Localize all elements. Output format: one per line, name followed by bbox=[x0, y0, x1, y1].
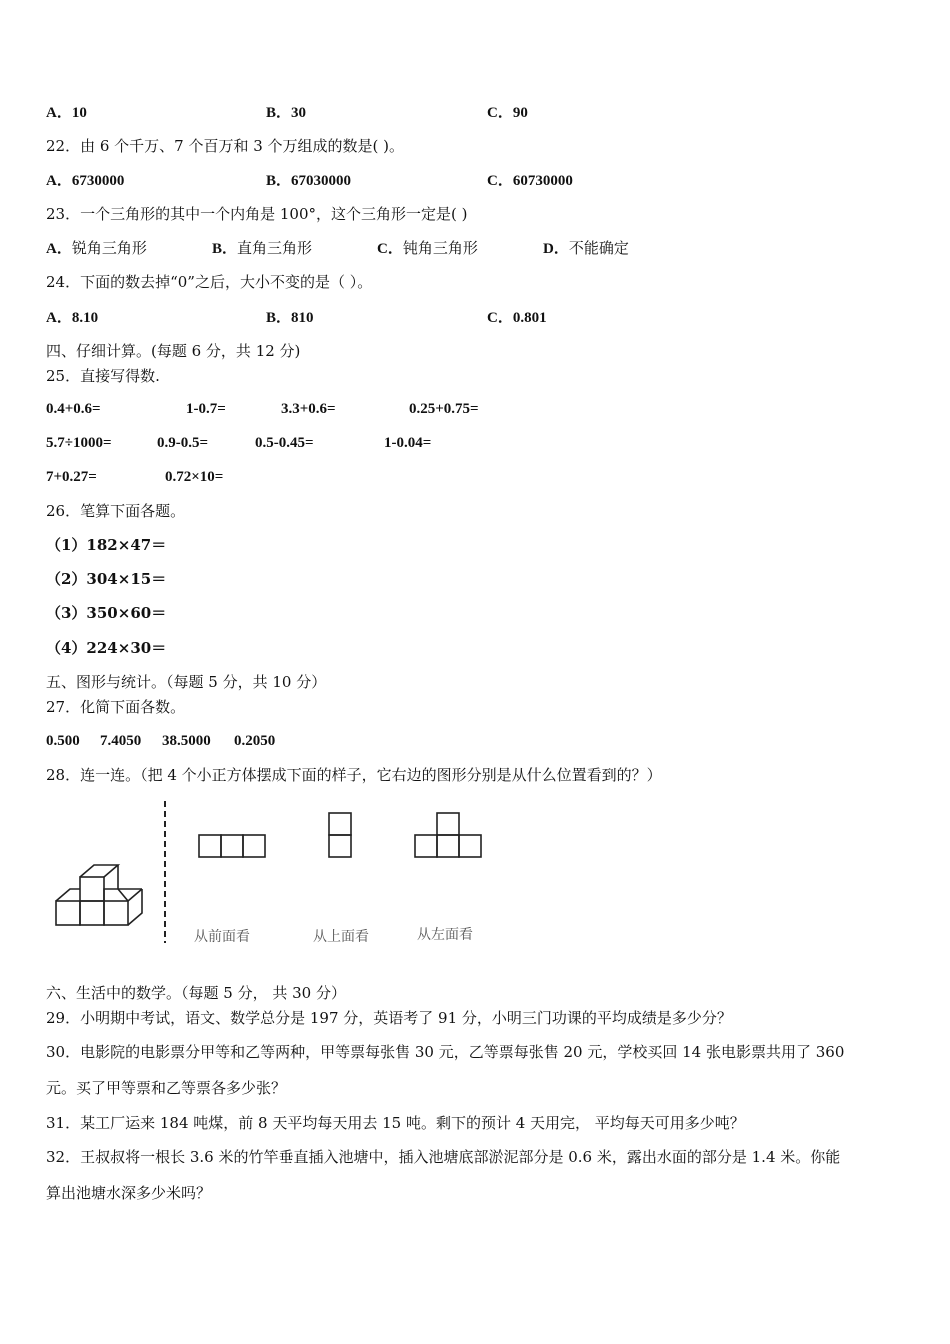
q27-value: 7.4050 bbox=[100, 733, 142, 749]
q24-stem: 24．下面的数去掉“0”之后，大小不变的是（ ）。 bbox=[46, 273, 373, 291]
q27-stem: 27．化简下面各数。 bbox=[46, 698, 186, 716]
caption-front: 从前面看 bbox=[194, 929, 250, 945]
q25-item: 0.72×10= bbox=[165, 469, 224, 485]
q21-option-b: B．30 bbox=[266, 105, 307, 121]
q32-stem-line1: 32．王叔叔将一根长 3.6 米的竹竿垂直插入池塘中，插入池塘底部淤泥部分是 0.6 米，露出水面的部分是 1.4 米。你能 bbox=[46, 1148, 841, 1166]
q28-stem: 28．连一连。（把 4 个小正方体摆成下面的样子，它右边的图形分别是从什么位置看到的？） bbox=[46, 766, 662, 784]
q27-value: 0.500 bbox=[46, 733, 80, 749]
section-6-heading: 六、生活中的数学。（每题 5 分， 共 30 分） bbox=[46, 984, 346, 1002]
q25-stem: 25．直接写得数. bbox=[46, 367, 160, 385]
q26-item: （4）224×30＝ bbox=[46, 639, 167, 657]
top-view-shape bbox=[329, 813, 351, 857]
q27-value: 38.5000 bbox=[162, 733, 211, 749]
q24-option-c: C．0.801 bbox=[487, 310, 547, 326]
section-4-heading: 四、仔细计算。(每题 6 分，共 12 分) bbox=[46, 342, 301, 360]
caption-left: 从左面看 bbox=[417, 927, 473, 943]
q26-stem: 26．笔算下面各题。 bbox=[46, 502, 186, 520]
q22-option-c: C．60730000 bbox=[487, 173, 573, 189]
q25-item: 7+0.27= bbox=[46, 469, 97, 485]
q29-stem: 29．小明期中考试，语文、数学总分是 197 分，英语考了 91 分，小明三门功课的平均成绩是多少分？ bbox=[46, 1009, 732, 1027]
q25-item: 0.5-0.45= bbox=[255, 435, 314, 451]
q23-option-a: A．锐角三角形 bbox=[46, 239, 147, 257]
front-view-shape bbox=[199, 835, 265, 857]
q26-item: （1）182×47＝ bbox=[46, 536, 167, 554]
q21-option-a: A．10 bbox=[46, 105, 87, 121]
q30-stem-line2: 元。买了甲等票和乙等票各多少张？ bbox=[46, 1079, 287, 1097]
left-view-shape bbox=[415, 813, 481, 857]
q25-item: 3.3+0.6= bbox=[281, 401, 336, 417]
cube-stack-drawing bbox=[56, 865, 142, 925]
q21-option-c: C．90 bbox=[487, 105, 528, 121]
q23-option-b: B．直角三角形 bbox=[212, 239, 313, 257]
q23-option-d: D．不能确定 bbox=[543, 239, 629, 257]
q24-option-b: B．810 bbox=[266, 310, 314, 326]
q31-stem: 31．某工厂运来 184 吨煤，前 8 天平均每天用去 15 吨。剩下的预计 4 天用完， 平均每天可用多少吨？ bbox=[46, 1114, 745, 1132]
q22-stem: 22．由 6 个千万、7 个百万和 3 个万组成的数是( )。 bbox=[46, 137, 405, 155]
q23-option-c: C．钝角三角形 bbox=[377, 239, 478, 257]
q25-item: 1-0.7= bbox=[186, 401, 226, 417]
q24-option-a: A．8.10 bbox=[46, 310, 99, 326]
q30-stem-line1: 30．电影院的电影票分甲等和乙等两种，甲等票每张售 30 元，乙等票每张售 20 元，学校买回 14 张电影票共用了 360 bbox=[46, 1043, 845, 1061]
q22-option-a: A．6730000 bbox=[46, 173, 125, 189]
caption-top: 从上面看 bbox=[313, 929, 369, 945]
q25-item: 0.4+0.6= bbox=[46, 401, 101, 417]
q32-stem-line2: 算出池塘水深多少米吗？ bbox=[46, 1184, 212, 1202]
q27-value: 0.2050 bbox=[234, 733, 276, 749]
q26-item: （3）350×60＝ bbox=[46, 604, 167, 622]
q22-option-b: B．67030000 bbox=[266, 173, 352, 189]
q25-item: 0.25+0.75= bbox=[409, 401, 479, 417]
q25-item: 1-0.04= bbox=[384, 435, 432, 451]
section-5-heading: 五、图形与统计。（每题 5 分，共 10 分） bbox=[46, 673, 327, 691]
q25-item: 5.7÷1000= bbox=[46, 435, 112, 451]
q26-item: （2）304×15＝ bbox=[46, 570, 167, 588]
q23-stem: 23．一个三角形的其中一个内角是 100°，这个三角形一定是( ) bbox=[46, 205, 468, 223]
q25-item: 0.9-0.5= bbox=[157, 435, 209, 451]
